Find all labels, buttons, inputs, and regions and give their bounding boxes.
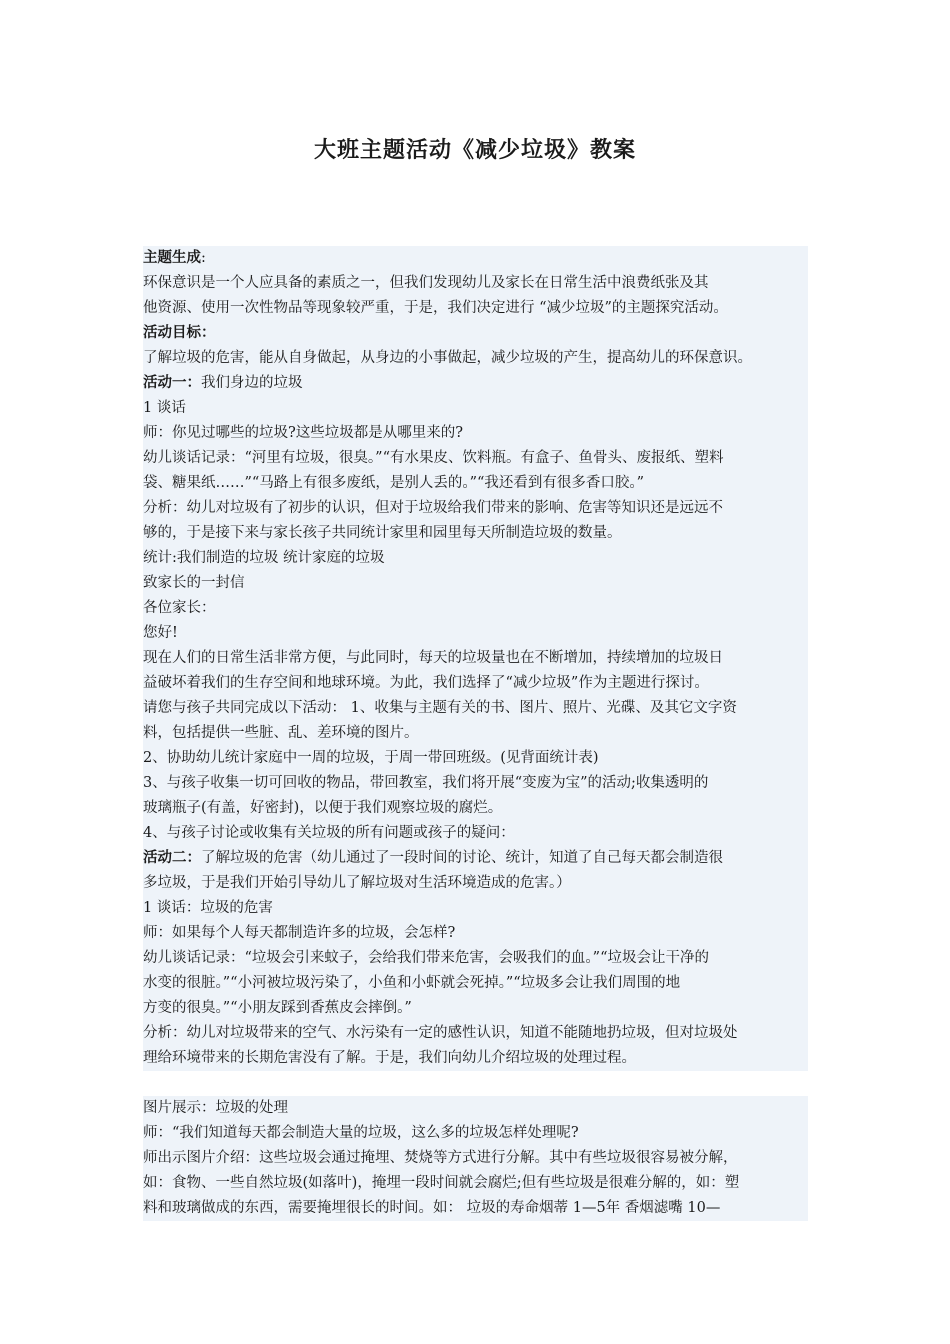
section-heading — [143, 846, 808, 871]
paragraph-line: 益破坏着我们的生存空间和地球环境。为此，我们选择了“减少垃圾”作为主题进行探讨。 — [143, 675, 709, 691]
paragraph-line: 统计:我们制造的垃圾 统计家庭的垃圾 — [143, 550, 385, 566]
heading-rest: 了解垃圾的危害（幼儿通过了一段时间的讨论、统计，知道了自己每天都会制造很 — [201, 850, 723, 866]
paragraph-line: 4、与孩子讨论或收集有关垃圾的所有问题或孩子的疑问： — [143, 825, 515, 841]
paragraph-line: 师：“我们知道每天都会制造大量的垃圾，这么多的垃圾怎样处理呢? — [143, 1125, 579, 1141]
blank-line — [143, 1071, 808, 1096]
heading-rest: 我们身边的垃圾 — [201, 375, 303, 391]
paragraph-line: 请您与孩子共同完成以下活动： 1、收集与主题有关的书、图片、照片、光碟、及其它文字资 — [143, 700, 737, 716]
paragraph-line: 分析：幼儿对垃圾有了初步的认识，但对于垃圾给我们带来的影响、危害等知识还是远远不 — [143, 500, 723, 516]
paragraph-line: 方变的很臭。”“小朋友踩到香蕉皮会摔倒。” — [143, 1000, 412, 1016]
paragraph-line: 理给环境带来的长期危害没有了解。于是，我们向幼儿介绍垃圾的处理过程。 — [143, 1050, 636, 1066]
paragraph-line: 您好! — [143, 625, 178, 641]
paragraph-line: 幼儿谈话记录：“河里有垃圾，很臭。”“有水果皮、饮料瓶。有盒子、鱼骨头、废报纸、塑料 — [143, 450, 724, 466]
paragraph-line: 1 谈话：垃圾的危害 — [143, 900, 273, 916]
section-heading — [143, 246, 808, 271]
heading-label: 主题生成 — [143, 250, 201, 266]
paragraph-line: 师出示图片介绍：这些垃圾会通过掩埋、焚烧等方式进行分解。其中有些垃圾很容易被分解， — [143, 1150, 738, 1166]
paragraph-line: 师：你见过哪些的垃圾?这些垃圾都是从哪里来的? — [143, 425, 464, 441]
heading-rest: : — [201, 250, 206, 266]
section-heading — [143, 371, 808, 396]
heading-label: 活动一： — [143, 375, 201, 391]
paragraph-line: 2、协助幼儿统计家庭中一周的垃圾，于周一带回班级。(见背面统计表) — [143, 750, 599, 766]
paragraph-line: 够的，于是接下来与家长孩子共同统计家里和园里每天所制造垃圾的数量。 — [143, 525, 622, 541]
paragraph-line: 分析：幼儿对垃圾带来的空气、水污染有一定的感性认识，知道不能随地扔垃圾，但对垃圾处 — [143, 1025, 738, 1041]
heading-label: 活动二： — [143, 850, 201, 866]
paragraph-line: 各位家长： — [143, 600, 216, 616]
document-body — [143, 246, 808, 1221]
paragraph-line: 玻璃瓶子(有盖，好密封)，以便于我们观察垃圾的腐烂。 — [143, 800, 503, 816]
page-title: 大班主题活动《减少垃圾》教案 — [313, 138, 636, 163]
paragraph-line: 现在人们的日常生活非常方便，与此同时，每天的垃圾量也在不断增加，持续增加的垃圾日 — [143, 650, 723, 666]
paragraph-line: 水变的很脏。”“小河被垃圾污染了，小鱼和小虾就会死掉。”“垃圾多会让我们周围的地 — [143, 975, 681, 991]
paragraph-line: 3、与孩子收集一切可回收的物品，带回教室，我们将开展“变废为宝”的活动;收集透明的 — [143, 775, 709, 791]
paragraph-line: 1 谈话 — [143, 400, 186, 416]
section-heading: 活动目标： — [143, 325, 216, 341]
paragraph-line: 如：食物、一些自然垃圾(如落叶)，掩埋一段时间就会腐烂;但有些垃圾是很难分解的，如：塑 — [143, 1175, 740, 1191]
paragraph-line: 袋、糖果纸……”“马路上有很多废纸，是别人丢的。”“我还看到有很多香口胶。” — [143, 475, 645, 491]
paragraph-line: 致家长的一封信 — [143, 575, 245, 591]
paragraph-line: 师：如果每个人每天都制造许多的垃圾，会怎样? — [143, 925, 456, 941]
paragraph-line: 料，包括提供一些脏、乱、差环境的图片。 — [143, 725, 419, 741]
paragraph-line: 了解垃圾的危害，能从自身做起，从身边的小事做起，减少垃圾的产生，提高幼儿的环保意识。 — [143, 350, 752, 366]
paragraph-line: 多垃圾，于是我们开始引导幼儿了解垃圾对生活环境造成的危害。） — [143, 875, 571, 891]
paragraph-line: 幼儿谈话记录：“垃圾会引来蚊子，会给我们带来危害，会吸我们的血。”“垃圾会让干净的 — [143, 950, 709, 966]
paragraph-line: 料和玻璃做成的东西，需要掩埋很长的时间。如： 垃圾的寿命烟蒂 1—5年 香烟滤嘴 10— — [143, 1200, 721, 1216]
paragraph-line: 图片展示：垃圾的处理 — [143, 1100, 288, 1116]
paragraph-line: 他资源、使用一次性物品等现象较严重，于是，我们决定进行 “减少垃圾”的主题探究活动。 — [143, 300, 728, 316]
paragraph-line: 环保意识是一个人应具备的素质之一，但我们发现幼儿及家长在日常生活中浪费纸张及其 — [143, 275, 709, 291]
